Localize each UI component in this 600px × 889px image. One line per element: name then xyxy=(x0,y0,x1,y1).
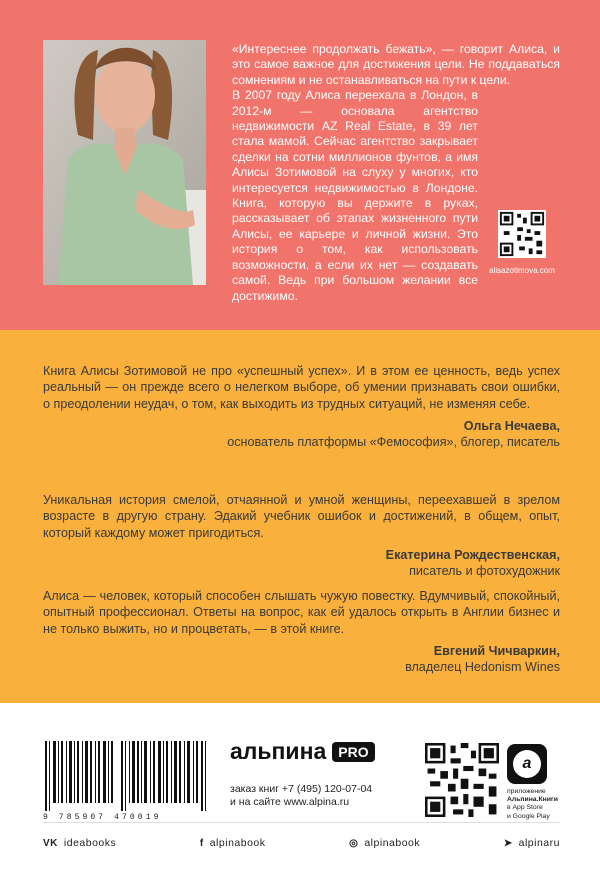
review-author: Ольга Нечаева, xyxy=(463,418,560,433)
review-author-role: основатель платформы «Фемософия», блогер, писатель xyxy=(227,435,560,450)
publisher-qr-code-icon xyxy=(425,743,499,817)
publisher-logo[interactable] xyxy=(230,738,375,765)
social-links xyxy=(43,837,560,849)
review-author-role: писатель и фотохудожник xyxy=(409,564,560,579)
app-caption-line: приложение xyxy=(507,788,546,795)
author-photo-illustration xyxy=(43,40,206,285)
review-author: Екатерина Рождественская, xyxy=(385,547,560,562)
app-logo-icon: a xyxy=(513,750,541,778)
review-1 xyxy=(43,363,560,450)
author-website[interactable]: alisazotimova.com xyxy=(489,266,555,275)
social-link-facebook[interactable] xyxy=(200,837,266,849)
social-label: alpinabook xyxy=(364,837,421,849)
app-icon[interactable] xyxy=(507,744,547,784)
app-caption xyxy=(507,788,567,821)
bio-paragraph-1: «Интереснее продолжать бежать», — говорит Алиса, и это самое важное для достижения цели. Не поддаваться сомнениям и не останавливаться на пути к цели. xyxy=(232,42,560,87)
social-label: ideabooks xyxy=(63,837,117,849)
social-link-telegram[interactable] xyxy=(504,837,560,849)
review-text: Книга Алисы Зотимовой не про «успешный успех». И в этом ее ценность, ведь успех реальный — он прежде всего о нелегком выборе, об умении признавать свои ошибки, о преодолении неудач, о том, как выходить из трудных ситуаций, не изменяя себе. xyxy=(43,364,560,411)
reviews-section xyxy=(0,330,600,703)
app-caption-line: в App Store xyxy=(507,804,543,812)
author-site-qr-block xyxy=(484,210,560,275)
telegram-icon: ➤ xyxy=(503,837,513,849)
review-2 xyxy=(43,492,560,579)
order-website[interactable]: и на сайте www.alpina.ru xyxy=(230,796,350,808)
facebook-icon: f xyxy=(199,837,204,849)
instagram-icon: ◎ xyxy=(349,837,359,849)
qr-code-icon xyxy=(498,210,546,258)
review-text: Алиса — человек, который способен слышать чужую повестку. Вдумчивый, спокойный, опытный профессионал. Ответы на вопрос, как ей удалось открыть в Англии бизнес и не только выжить, но и процветать, — в этой книге. xyxy=(43,589,560,636)
review-3 xyxy=(43,588,560,675)
app-caption-line: и Google Play xyxy=(507,812,550,820)
social-link-vk[interactable] xyxy=(43,837,116,849)
divider xyxy=(43,822,560,823)
order-phone: заказ книг +7 (495) 120-07-04 xyxy=(230,783,373,795)
review-text: Уникальная история смелой, отчаянной и умной женщины, переехавшей в зрелом возрасте в другую страну. Эдакий учебник ошибок и достижений, в общем, опыт, который каждому может пригодиться. xyxy=(43,493,560,540)
social-label: alpinaru xyxy=(518,837,560,849)
brand-badge: PRO xyxy=(332,742,374,762)
author-photo xyxy=(43,40,206,285)
publisher-footer xyxy=(0,703,600,889)
review-author: Евгений Чичваркин, xyxy=(433,643,560,658)
order-info xyxy=(230,783,372,809)
author-bio-section xyxy=(0,0,600,330)
barcode-icon xyxy=(43,741,208,811)
brand-name: альпина xyxy=(230,738,327,764)
social-label: alpinabook xyxy=(209,837,266,849)
isbn-number: 9 785907 470019 xyxy=(43,813,162,822)
vk-icon: VK xyxy=(43,837,58,849)
bio-paragraph-2: В 2007 году Алиса переехала в Лондон, в 2012-м — основала агентство недвижимости AZ Real Estate, в 39 лет стала мамой. Сейчас агентство закрывает сделки на сотни миллионов фунтов, а имя Алисы Зотимовой на слуху у многих, кто интересуется недвижимостью в Лондоне. Книга, которую вы держите в руках, рассказывает об этапах жизненного пути Алисы, ее карьере и личной жизни. Это история о том, как использовать возможности, а если их нет — создавать самой. Ведь при большом желании все достижимо. xyxy=(232,88,478,303)
review-author-role: владелец Hedonism Wines xyxy=(405,660,560,675)
app-name: Альпина.Книги xyxy=(507,796,558,804)
social-link-instagram[interactable] xyxy=(349,837,420,849)
